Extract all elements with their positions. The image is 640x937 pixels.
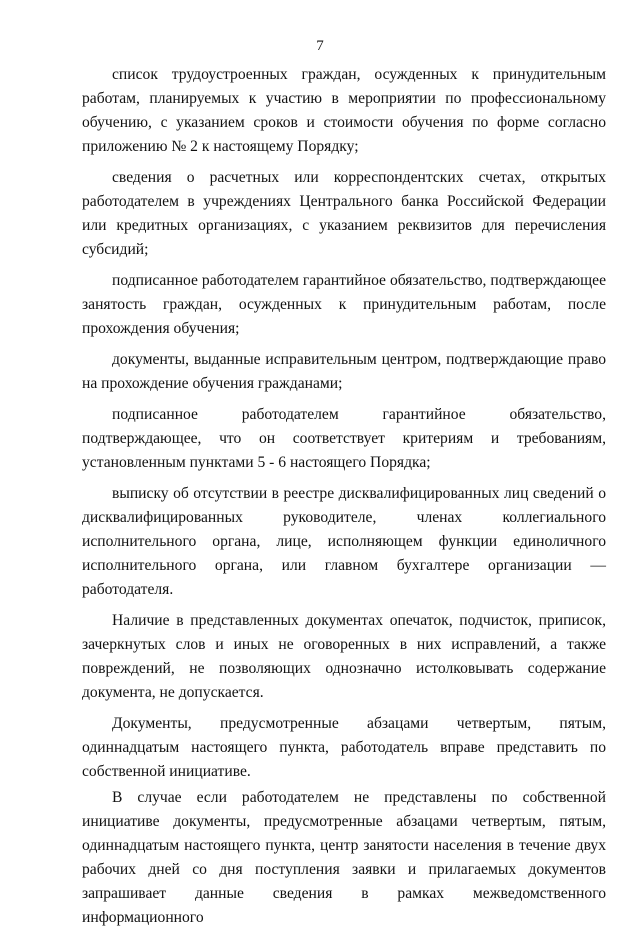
paragraph-interagency-request: В случае если работодателем не представлены по собственной инициативе документы, предусмотренные абзацами четвертым, пятым, одиннадцатым настоящего пункта, центр занятости населения в течение двух рабочих дней со дня поступления заявки и прилагаемых документов запрашивает данные сведения в рамках межведомственного информационного bbox=[82, 789, 606, 926]
paragraph-bank-accounts: сведения о расчетных или корреспондентских счетах, открытых работодателем в учреждениях Центрального банка Российской Федерации или кредитных организациях, с указанием реквизитов для перечисления субсидий; bbox=[82, 169, 606, 258]
paragraph-correctional-center-docs: документы, выданные исправительным центром, подтверждающие право на прохождение обучения гражданами; bbox=[82, 351, 606, 392]
page-number: 7 bbox=[316, 38, 324, 54]
paragraph-criteria-guarantee: подписанное работодателем гарантийное обязательство, подтверждающее, что он соответствует критериям и требованиям, установленным пунктами 5 - 6 настоящего Порядка; bbox=[82, 406, 606, 471]
paragraph-employed-list: список трудоустроенных граждан, осужденных к принудительным работам, планируемых к участию в мероприятии по профессиональному обучению, с указанием сроков и стоимости обучения по форме согласно приложению № 2 к настоящему Порядку; bbox=[82, 66, 606, 155]
paragraph-no-corrections: Наличие в представленных документах опечаток, подчисток, приписок, зачеркнутых слов и иных не оговоренных в них исправлений, а также повреждений, не позволяющих однозначно истолковывать содержание документа, не допускается. bbox=[82, 612, 606, 701]
paragraph-disqualification-extract: выписку об отсутствии в реестре дисквалифицированных лиц сведений о дисквалифицированных руководителе, членах коллегиального исполнительного органа, лице, исполняющем функции единоличного исполнительного органа, или главном бухгалтере организации — работодателя. bbox=[82, 485, 606, 598]
paragraph-employment-guarantee: подписанное работодателем гарантийное обязательство, подтверждающее занятость граждан, осужденных к принудительным работам, после прохождения обучения; bbox=[82, 272, 606, 337]
paragraph-own-initiative: Документы, предусмотренные абзацами четвертым, пятым, одиннадцатым настоящего пункта, работодатель вправе представить по собственной инициативе. bbox=[82, 715, 606, 780]
document-body bbox=[82, 63, 606, 937]
